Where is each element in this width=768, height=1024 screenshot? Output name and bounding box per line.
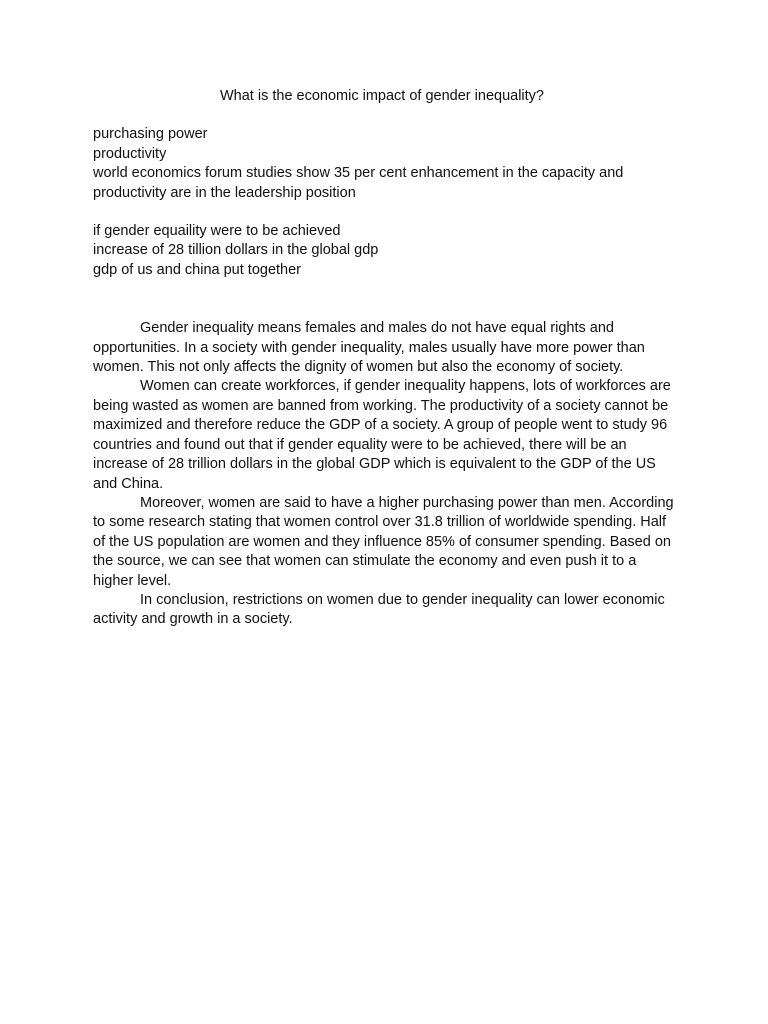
document-title: What is the economic impact of gender inequality?	[219, 88, 544, 104]
note-item: purchasing power	[93, 126, 208, 143]
spacer	[93, 203, 677, 222]
note-item: increase of 28 tillion dollars in the global gdp	[93, 242, 379, 259]
note-item: if gender equaility were to be achieved	[93, 223, 341, 240]
notes-list-1	[93, 125, 677, 203]
note-item: world economics forum studies show 35 per cent enhancement in the capacity and productivity are in the leadership position	[93, 165, 624, 201]
essay-paragraph: Moreover, women are said to have a higher purchasing power than men. According to some research stating that women control over 31.8 trillion of worldwide spending. Half of the US population are women and they influence 85% of consumer spending. Based on the source, we can see that women can stimulate the economy and even push it to a higher level.	[93, 494, 674, 589]
note-item: gdp of us and china put together	[93, 261, 301, 278]
document-page	[93, 87, 677, 630]
note-item: productivity	[93, 145, 167, 162]
essay-paragraph: Gender inequality means females and males do not have equal rights and opportunities. In a society with gender inequality, males usually have more power than women. This not only affects the dignity of women but also the economy of society.	[93, 320, 645, 376]
essay-body	[93, 319, 677, 630]
essay-paragraph: In conclusion, restrictions on women due to gender inequality can lower economic activity and growth in a society.	[93, 591, 665, 628]
notes-list-2	[93, 222, 677, 280]
essay-paragraph: Women can create workforces, if gender inequality happens, lots of workforces are being wasted as women are banned from working. The productivity of a society cannot be maximized and therefore reduce the GDP of a society. A group of people went to study 96 countries and found out that if gender equality were to be achieved, there will be an increase of 28 trillion dollars in the global GDP which is equivalent to the GDP of the US and China.	[93, 378, 671, 492]
spacer	[93, 280, 677, 319]
